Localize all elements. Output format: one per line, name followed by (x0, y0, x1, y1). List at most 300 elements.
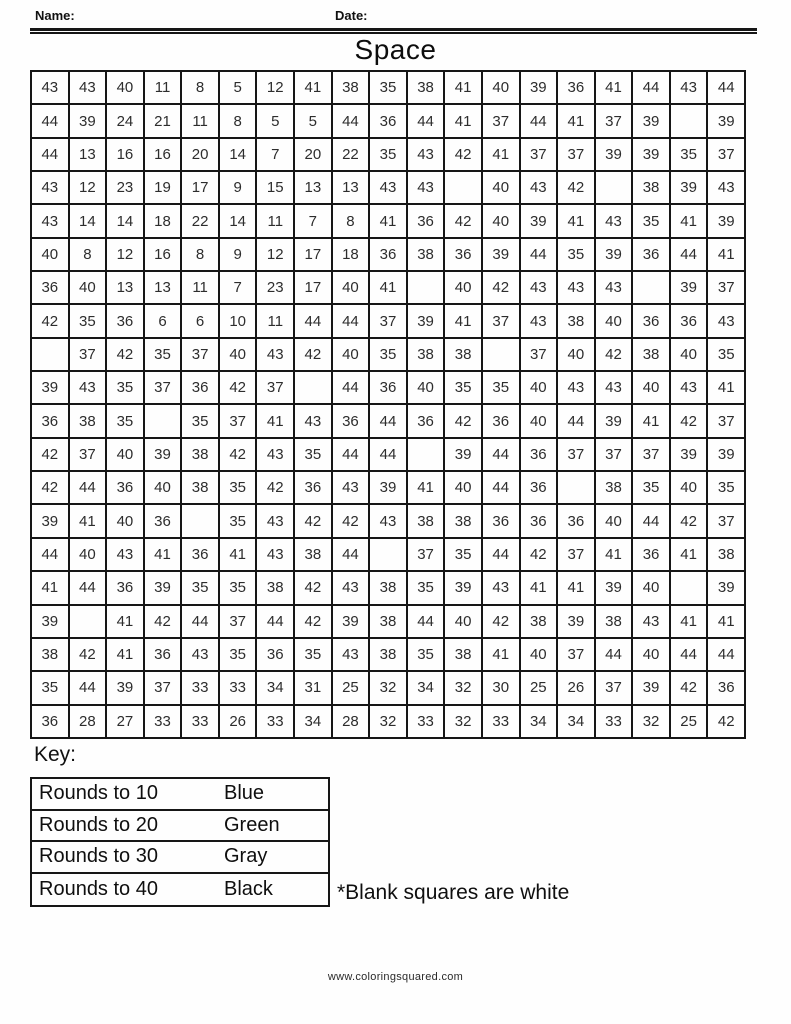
grid-cell: 43 (181, 638, 219, 671)
grid-cell: 32 (632, 705, 670, 738)
grid-cell: 40 (520, 638, 558, 671)
key-rule-label: Rounds to 20 (39, 813, 158, 836)
grid-cell: 41 (595, 71, 633, 104)
grid-cell (595, 171, 633, 204)
grid-cell: 5 (256, 104, 294, 137)
grid-cell: 43 (632, 605, 670, 638)
grid-cell: 39 (595, 571, 633, 604)
grid-cell: 37 (707, 271, 745, 304)
grid-cell: 42 (444, 204, 482, 237)
grid-cell: 39 (407, 304, 445, 337)
grid-cell: 39 (332, 605, 370, 638)
grid-cell: 36 (106, 471, 144, 504)
grid-cell: 36 (632, 238, 670, 271)
blank-squares-note: *Blank squares are white (337, 881, 570, 904)
grid-cell: 38 (31, 638, 69, 671)
grid-cell: 41 (444, 71, 482, 104)
grid-cell: 40 (332, 271, 370, 304)
grid-row (31, 371, 745, 404)
grid-cell: 35 (557, 238, 595, 271)
grid-row (31, 104, 745, 137)
grid-cell: 13 (69, 138, 107, 171)
grid-cell: 41 (707, 605, 745, 638)
grid-cell: 36 (256, 638, 294, 671)
key-color-label: Green (224, 813, 280, 836)
grid-cell: 40 (444, 271, 482, 304)
grid-cell: 38 (369, 638, 407, 671)
grid-cell: 39 (707, 104, 745, 137)
grid-cell: 35 (632, 471, 670, 504)
grid-cell: 25 (520, 671, 558, 704)
grid-cell: 43 (670, 371, 708, 404)
grid-cell: 21 (144, 104, 182, 137)
grid-cell: 43 (557, 371, 595, 404)
grid-cell (69, 605, 107, 638)
grid-cell: 32 (369, 671, 407, 704)
grid-cell (31, 338, 69, 371)
grid-cell: 42 (256, 471, 294, 504)
grid-cell: 36 (106, 304, 144, 337)
grid-cell: 40 (595, 304, 633, 337)
grid-cell: 41 (632, 404, 670, 437)
grid-cell: 31 (294, 671, 332, 704)
grid-cell: 39 (520, 204, 558, 237)
grid-cell: 43 (106, 538, 144, 571)
grid-cell: 23 (106, 171, 144, 204)
grid-cell: 39 (69, 104, 107, 137)
grid-cell: 16 (106, 138, 144, 171)
grid-cell: 35 (369, 138, 407, 171)
grid-cell: 42 (444, 138, 482, 171)
grid-cell: 43 (369, 504, 407, 537)
grid-cell: 39 (444, 438, 482, 471)
grid-cell: 28 (69, 705, 107, 738)
key-color-label: Black (224, 877, 273, 900)
grid-cell: 35 (69, 304, 107, 337)
grid-cell: 39 (670, 271, 708, 304)
grid-cell: 42 (482, 605, 520, 638)
grid-cell: 43 (520, 271, 558, 304)
grid-cell: 23 (256, 271, 294, 304)
grid-cell: 41 (369, 204, 407, 237)
page-title: Space (354, 34, 437, 65)
grid-cell: 39 (595, 138, 633, 171)
grid-cell: 38 (407, 71, 445, 104)
grid-cell: 44 (31, 138, 69, 171)
grid-cell: 36 (144, 504, 182, 537)
key-label: Key: (34, 743, 77, 766)
grid-cell: 38 (369, 605, 407, 638)
grid-cell: 44 (632, 504, 670, 537)
grid-cell: 44 (294, 304, 332, 337)
grid-cell: 11 (256, 304, 294, 337)
grid-cell: 11 (181, 104, 219, 137)
grid-cell: 44 (369, 438, 407, 471)
grid-cell: 18 (144, 204, 182, 237)
grid-cell: 44 (520, 104, 558, 137)
grid-cell: 39 (444, 571, 482, 604)
grid-cell: 8 (332, 204, 370, 237)
grid-cell: 39 (31, 504, 69, 537)
grid-cell: 39 (632, 671, 670, 704)
grid-cell: 39 (595, 404, 633, 437)
grid-cell: 43 (31, 204, 69, 237)
footer-url: www.coloringsquared.com (327, 971, 464, 983)
grid-cell: 36 (520, 438, 558, 471)
grid-cell: 33 (144, 705, 182, 738)
grid-cell: 43 (31, 171, 69, 204)
grid-cell (407, 271, 445, 304)
grid-row (31, 71, 745, 104)
grid-cell: 43 (256, 338, 294, 371)
grid-cell: 13 (332, 171, 370, 204)
grid-cell: 41 (256, 404, 294, 437)
grid-cell: 35 (31, 671, 69, 704)
grid-cell: 35 (444, 538, 482, 571)
grid-cell: 35 (219, 504, 257, 537)
grid-cell: 41 (482, 138, 520, 171)
grid-row (31, 504, 745, 537)
grid-cell: 40 (632, 571, 670, 604)
grid-cell (294, 371, 332, 404)
grid-cell: 25 (332, 671, 370, 704)
grid-cell: 36 (294, 471, 332, 504)
name-label: Name: (35, 8, 75, 23)
key-table (30, 777, 330, 907)
grid-cell: 40 (106, 504, 144, 537)
grid-cell: 44 (407, 104, 445, 137)
grid-cell: 40 (219, 338, 257, 371)
grid-cell: 43 (595, 271, 633, 304)
grid-cell: 37 (707, 138, 745, 171)
grid-row (31, 271, 745, 304)
grid-cell: 37 (482, 104, 520, 137)
grid-cell: 11 (144, 71, 182, 104)
grid-cell: 42 (294, 338, 332, 371)
grid-cell: 37 (69, 438, 107, 471)
grid-cell: 35 (369, 338, 407, 371)
grid-cell: 37 (407, 538, 445, 571)
grid-row (31, 204, 745, 237)
grid-cell: 44 (670, 238, 708, 271)
grid-cell: 39 (31, 605, 69, 638)
grid-cell (444, 171, 482, 204)
grid-cell: 44 (520, 238, 558, 271)
grid-cell: 17 (181, 171, 219, 204)
grid-cell: 40 (144, 471, 182, 504)
grid-cell: 43 (256, 438, 294, 471)
grid-cell: 9 (219, 171, 257, 204)
grid-cell: 38 (444, 338, 482, 371)
grid-cell: 37 (595, 438, 633, 471)
grid-cell: 43 (31, 71, 69, 104)
grid-cell: 40 (632, 638, 670, 671)
grid-cell: 27 (106, 705, 144, 738)
grid-cell: 15 (256, 171, 294, 204)
grid-cell: 38 (181, 471, 219, 504)
grid-row (31, 171, 745, 204)
grid-cell: 40 (332, 338, 370, 371)
grid-cell: 37 (557, 638, 595, 671)
grid-cell: 11 (256, 204, 294, 237)
grid-cell: 40 (670, 471, 708, 504)
grid-cell: 39 (707, 571, 745, 604)
grid-cell (670, 104, 708, 137)
grid-cell: 13 (144, 271, 182, 304)
grid-cell: 36 (670, 304, 708, 337)
grid-cell: 41 (520, 571, 558, 604)
grid-row (31, 304, 745, 337)
grid-cell: 44 (332, 538, 370, 571)
grid-cell: 37 (144, 671, 182, 704)
grid-cell: 42 (520, 538, 558, 571)
grid-cell: 35 (106, 404, 144, 437)
grid-cell: 42 (557, 171, 595, 204)
grid-cell: 26 (557, 671, 595, 704)
grid-cell: 42 (219, 371, 257, 404)
grid-cell: 35 (294, 638, 332, 671)
grid-cell: 41 (369, 271, 407, 304)
grid-cell: 44 (256, 605, 294, 638)
grid-cell: 26 (219, 705, 257, 738)
grid-cell: 32 (444, 705, 482, 738)
grid-cell: 12 (256, 71, 294, 104)
grid-cell: 41 (482, 638, 520, 671)
grid-cell: 38 (294, 538, 332, 571)
grid-cell: 39 (707, 204, 745, 237)
grid-cell: 44 (69, 471, 107, 504)
grid-cell: 38 (707, 538, 745, 571)
grid-cell: 11 (181, 271, 219, 304)
grid-cell: 38 (632, 171, 670, 204)
grid-cell: 35 (219, 571, 257, 604)
grid-cell: 24 (106, 104, 144, 137)
grid-cell (181, 504, 219, 537)
grid-cell: 41 (144, 538, 182, 571)
grid-cell: 43 (520, 304, 558, 337)
key-row (32, 842, 328, 874)
grid-cell: 37 (256, 371, 294, 404)
grid-cell: 42 (69, 638, 107, 671)
grid-cell: 41 (407, 471, 445, 504)
key-color-label: Gray (224, 845, 268, 868)
grid-cell: 14 (69, 204, 107, 237)
grid-cell: 44 (332, 104, 370, 137)
grid-cell: 41 (294, 71, 332, 104)
grid-cell: 44 (707, 638, 745, 671)
key-row (32, 779, 328, 811)
grid-cell: 39 (557, 605, 595, 638)
grid-cell: 33 (219, 671, 257, 704)
grid-cell: 5 (294, 104, 332, 137)
grid-cell: 42 (294, 571, 332, 604)
grid-cell: 36 (31, 404, 69, 437)
date-label: Date: (335, 8, 368, 23)
grid-cell: 42 (670, 504, 708, 537)
grid-cell: 35 (219, 471, 257, 504)
grid-cell: 12 (106, 238, 144, 271)
grid-cell: 17 (294, 271, 332, 304)
grid-cell: 42 (707, 705, 745, 738)
grid-cell: 41 (670, 538, 708, 571)
grid-cell: 28 (332, 705, 370, 738)
grid-cell: 44 (707, 71, 745, 104)
grid-cell: 36 (557, 71, 595, 104)
grid-cell: 33 (181, 671, 219, 704)
grid-cell: 39 (31, 371, 69, 404)
grid-cell: 44 (632, 71, 670, 104)
grid-cell: 41 (557, 104, 595, 137)
grid-cell: 42 (670, 671, 708, 704)
grid-cell: 8 (69, 238, 107, 271)
grid-cell: 36 (144, 638, 182, 671)
grid-cell: 33 (256, 705, 294, 738)
grid-cell: 38 (69, 404, 107, 437)
grid-cell: 44 (69, 671, 107, 704)
grid-cell: 43 (707, 304, 745, 337)
grid-cell: 39 (144, 438, 182, 471)
grid-cell: 40 (444, 605, 482, 638)
grid-cell: 44 (557, 404, 595, 437)
grid-cell: 37 (482, 304, 520, 337)
grid-cell: 35 (707, 338, 745, 371)
grid-cell: 7 (256, 138, 294, 171)
grid-cell: 36 (181, 538, 219, 571)
grid-cell: 41 (31, 571, 69, 604)
grid-cell: 40 (69, 271, 107, 304)
grid-cell: 42 (144, 605, 182, 638)
grid-row (31, 538, 745, 571)
grid-cell: 39 (369, 471, 407, 504)
grid-cell: 36 (369, 104, 407, 137)
grid-cell: 38 (557, 304, 595, 337)
grid-cell: 44 (369, 404, 407, 437)
grid-cell: 40 (595, 504, 633, 537)
grid-cell: 6 (181, 304, 219, 337)
grid-cell: 44 (332, 371, 370, 404)
grid-cell: 37 (69, 338, 107, 371)
grid-cell: 35 (106, 371, 144, 404)
grid-cell: 38 (181, 438, 219, 471)
grid-cell: 36 (332, 404, 370, 437)
grid-cell: 40 (632, 371, 670, 404)
grid-cell: 40 (444, 471, 482, 504)
grid-cell: 41 (106, 605, 144, 638)
grid-cell: 44 (670, 638, 708, 671)
grid-cell: 43 (69, 371, 107, 404)
grid-cell: 38 (407, 238, 445, 271)
grid-cell (407, 438, 445, 471)
grid-cell: 42 (31, 471, 69, 504)
grid-cell: 34 (557, 705, 595, 738)
grid-cell: 36 (407, 204, 445, 237)
grid-cell: 40 (482, 71, 520, 104)
grid-cell: 35 (144, 338, 182, 371)
grid-cell: 37 (144, 371, 182, 404)
grid-cell: 43 (69, 71, 107, 104)
grid-cell: 35 (707, 471, 745, 504)
grid-cell: 40 (520, 371, 558, 404)
grid-cell: 20 (294, 138, 332, 171)
grid-row (31, 338, 745, 371)
grid-cell: 8 (181, 71, 219, 104)
grid-cell: 19 (144, 171, 182, 204)
grid-cell: 38 (595, 471, 633, 504)
grid-row (31, 138, 745, 171)
grid-cell: 43 (332, 571, 370, 604)
grid-cell: 36 (482, 404, 520, 437)
grid-cell: 20 (181, 138, 219, 171)
grid-cell (369, 538, 407, 571)
grid-cell: 40 (520, 404, 558, 437)
grid-cell: 42 (294, 504, 332, 537)
grid-cell: 37 (520, 338, 558, 371)
grid-cell: 38 (595, 605, 633, 638)
grid-row (31, 571, 745, 604)
grid-cell: 36 (520, 504, 558, 537)
grid-cell: 39 (595, 238, 633, 271)
grid-cell: 43 (520, 171, 558, 204)
grid-cell: 43 (294, 404, 332, 437)
grid-cell: 35 (181, 571, 219, 604)
grid-cell: 43 (407, 171, 445, 204)
grid-cell: 42 (31, 438, 69, 471)
grid-cell: 43 (256, 538, 294, 571)
grid-cell: 36 (632, 304, 670, 337)
grid-cell (557, 471, 595, 504)
grid-cell: 37 (595, 104, 633, 137)
grid-row (31, 671, 745, 704)
grid-cell: 7 (219, 271, 257, 304)
grid-cell: 33 (595, 705, 633, 738)
grid-cell: 39 (670, 438, 708, 471)
grid-cell: 35 (369, 71, 407, 104)
grid-cell: 43 (482, 571, 520, 604)
grid-cell: 36 (181, 371, 219, 404)
grid-cell: 41 (444, 304, 482, 337)
grid-cell: 36 (444, 238, 482, 271)
grid-cell: 14 (219, 204, 257, 237)
grid-cell: 37 (595, 671, 633, 704)
grid-cell: 41 (69, 504, 107, 537)
grid-cell: 39 (482, 238, 520, 271)
grid-cell: 13 (294, 171, 332, 204)
grid-cell: 40 (69, 538, 107, 571)
grid-cell: 25 (670, 705, 708, 738)
grid-cell: 38 (632, 338, 670, 371)
grid-cell: 41 (670, 204, 708, 237)
grid-cell: 36 (632, 538, 670, 571)
grid-cell: 12 (256, 238, 294, 271)
grid-cell: 41 (106, 638, 144, 671)
grid-cell: 40 (407, 371, 445, 404)
grid-cell: 42 (332, 504, 370, 537)
grid-cell: 36 (707, 671, 745, 704)
grid-row (31, 438, 745, 471)
grid-cell: 38 (256, 571, 294, 604)
grid-cell: 40 (106, 438, 144, 471)
grid-cell: 43 (407, 138, 445, 171)
grid-row (31, 238, 745, 271)
grid-cell: 35 (181, 404, 219, 437)
key-row (32, 811, 328, 843)
grid-cell: 42 (106, 338, 144, 371)
grid-cell: 9 (219, 238, 257, 271)
grid-cell: 18 (332, 238, 370, 271)
grid-cell: 37 (557, 538, 595, 571)
grid-cell: 43 (332, 638, 370, 671)
grid-cell: 41 (595, 538, 633, 571)
